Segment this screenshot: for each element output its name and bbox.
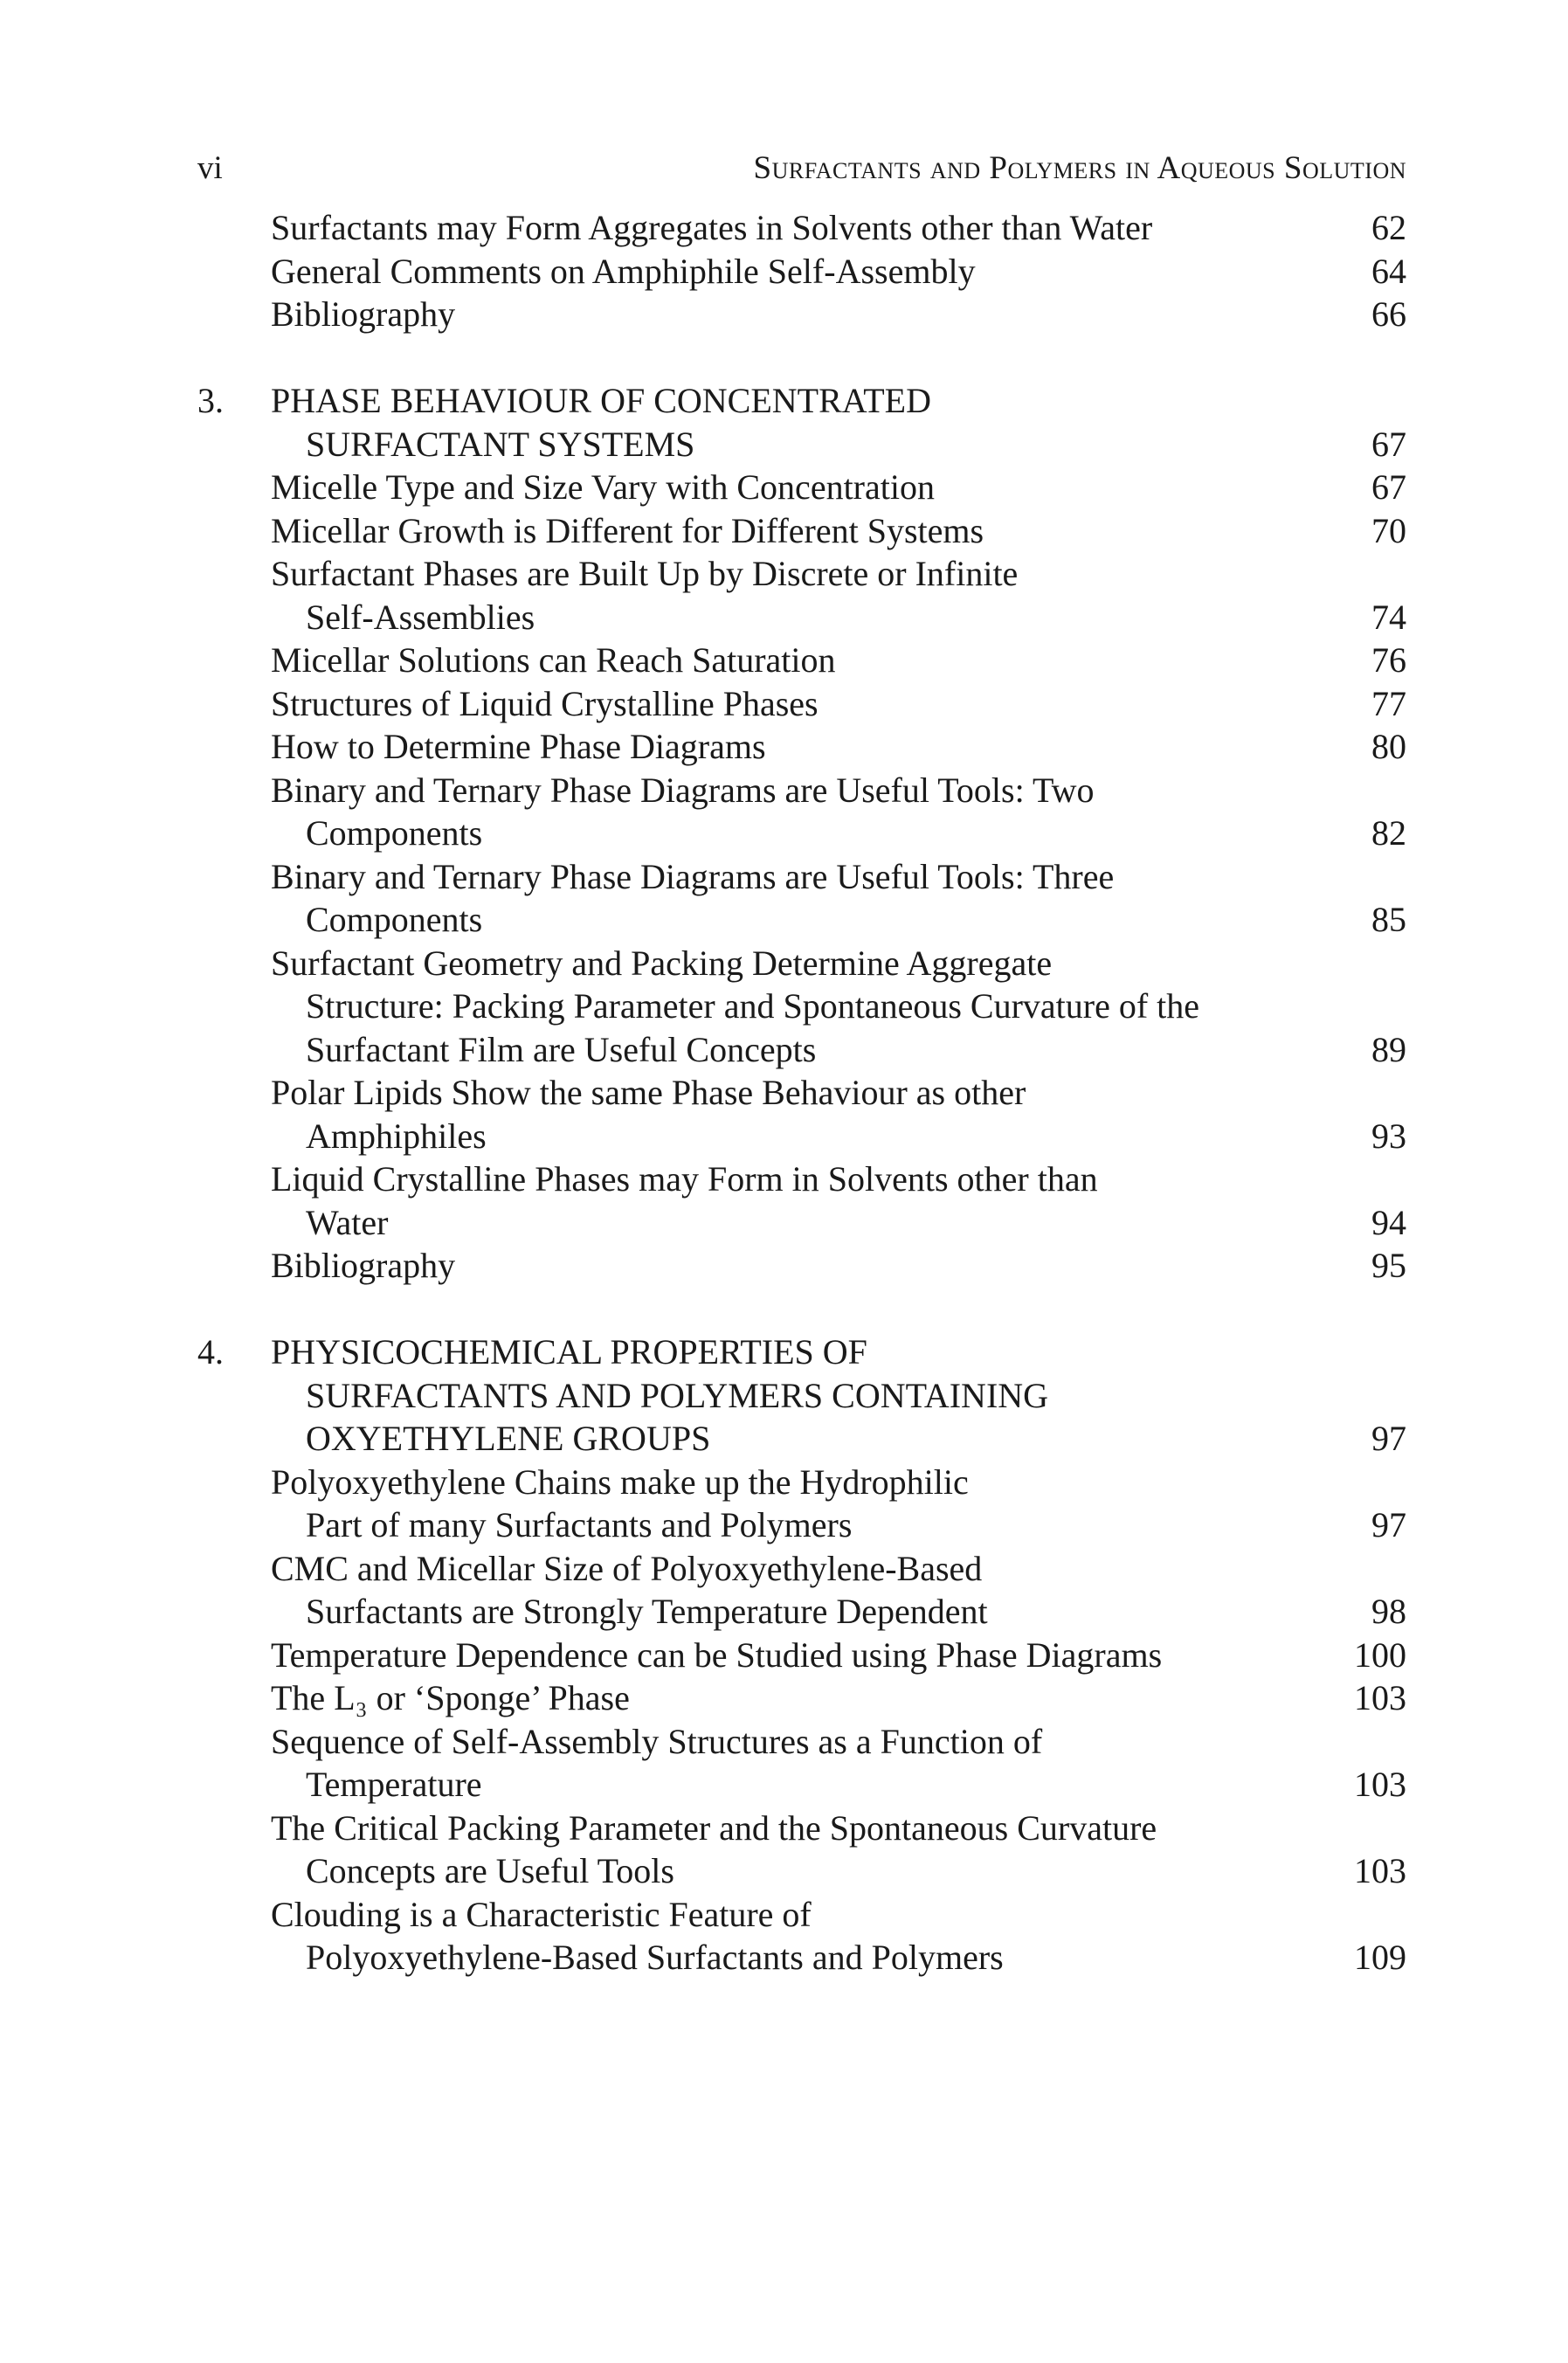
toc-entry-line: Surfactant Geometry and Packing Determine Aggregate <box>271 943 1053 983</box>
toc-entry <box>197 1720 1406 1807</box>
toc-entry <box>197 1071 1406 1157</box>
toc-page-number: 100 <box>1354 1634 1406 1675</box>
toc-entry-line: The L₃ or ‘Sponge’ Phase <box>271 1678 630 1717</box>
toc-entry <box>197 639 1406 682</box>
toc-page-number: 67 <box>1371 424 1406 464</box>
page-folio: vi <box>197 150 223 186</box>
toc-entry-line: SURFACTANT SYSTEMS <box>306 424 695 464</box>
toc-page-number: 64 <box>1371 251 1406 291</box>
toc-entry <box>197 1547 1406 1634</box>
toc-chapter-title <box>197 1330 1406 1461</box>
toc-entry-line: Components <box>306 813 483 853</box>
table-of-contents <box>197 206 1406 1980</box>
toc-page-number: 82 <box>1371 813 1406 853</box>
toc-page-number: 77 <box>1371 683 1406 723</box>
toc-entry-line: Bibliography <box>271 294 456 334</box>
toc-page-number: 80 <box>1371 727 1406 766</box>
toc-entry-line: PHASE BEHAVIOUR OF CONCENTRATED <box>271 381 931 420</box>
toc-entry <box>197 1676 1406 1720</box>
toc-entry <box>197 1157 1406 1244</box>
toc-entry-line: Structures of Liquid Crystalline Phases <box>271 683 819 723</box>
toc-page-number: 62 <box>1371 208 1406 247</box>
toc-page-number: 74 <box>1371 597 1406 637</box>
toc-page-number: 85 <box>1371 900 1406 939</box>
toc-entry <box>197 682 1406 726</box>
toc-entry-line: Sequence of Self-Assembly Structures as a Function of <box>271 1721 1043 1761</box>
toc-entry-line: Polyoxyethylene-Based Surfactants and Polymers <box>306 1938 1004 1977</box>
toc-entry <box>197 293 1406 336</box>
toc-entry-line: Structure: Packing Parameter and Spontaneous Curvature of the <box>306 986 1200 1026</box>
toc-page-number: 103 <box>1354 1765 1406 1804</box>
toc-entry <box>197 206 1406 250</box>
toc-entry-line: Binary and Ternary Phase Diagrams are Useful Tools: Two <box>271 770 1095 810</box>
toc-entry-line: PHYSICOCHEMICAL PROPERTIES OF <box>271 1332 867 1372</box>
toc-page-number: 67 <box>1371 467 1406 507</box>
toc-entry-line: How to Determine Phase Diagrams <box>271 727 766 766</box>
toc-section <box>197 1330 1406 1980</box>
toc-page-number: 89 <box>1371 1029 1406 1069</box>
toc-entry-line: Self-Assemblies <box>306 597 535 637</box>
toc-page-number: 103 <box>1354 1851 1406 1890</box>
toc-entry-line: Surfactants are Strongly Temperature Dependent <box>306 1592 988 1631</box>
toc-entry <box>197 1893 1406 1980</box>
toc-entry <box>197 250 1406 294</box>
toc-page-number: 98 <box>1371 1592 1406 1631</box>
toc-entry <box>197 552 1406 639</box>
toc-entry-line: Surfactant Phases are Built Up by Discrete or Infinite <box>271 554 1019 593</box>
toc-page-number: 93 <box>1371 1116 1406 1156</box>
toc-page-number: 97 <box>1371 1505 1406 1544</box>
toc-entry-line: Components <box>306 900 483 939</box>
chapter-number: 4. <box>197 1332 224 1372</box>
toc-entry-line: The Critical Packing Parameter and the Spontaneous Curvature <box>271 1807 1157 1848</box>
toc-entry <box>197 1807 1406 1893</box>
toc-entry-line: Liquid Crystalline Phases may Form in Solvents other than <box>271 1159 1098 1199</box>
toc-entry-line: OXYETHYLENE GROUPS <box>306 1419 711 1458</box>
toc-entry <box>197 769 1406 855</box>
toc-entry <box>197 1244 1406 1288</box>
toc-entry-line: Temperature <box>306 1765 482 1804</box>
toc-entry-line: Binary and Ternary Phase Diagrams are Useful Tools: Three <box>271 856 1115 896</box>
running-title: Surfactants and Polymers in Aqueous Solution <box>753 150 1406 186</box>
toc-entry <box>197 466 1406 509</box>
toc-entry-line: Amphiphiles <box>306 1116 487 1156</box>
toc-entry-line: Water <box>306 1202 389 1242</box>
toc-entry-line: Bibliography <box>271 1246 456 1285</box>
toc-entry-line: Polyoxyethylene Chains make up the Hydrophilic <box>271 1461 969 1502</box>
toc-entry <box>197 1461 1406 1547</box>
toc-entry-line: General Comments on Amphiphile Self-Assembly <box>271 251 976 291</box>
toc-entry-line: CMC and Micellar Size of Polyoxyethylene-Based <box>271 1548 983 1588</box>
toc-entry-line: Clouding is a Characteristic Feature of <box>271 1894 812 1934</box>
toc-page-number: 66 <box>1371 294 1406 334</box>
toc-entry <box>197 509 1406 553</box>
toc-entry-line: SURFACTANTS AND POLYMERS CONTAINING <box>306 1375 1049 1415</box>
toc-entry-line: Temperature Dependence can be Studied using Phase Diagrams <box>271 1634 1163 1675</box>
toc-entry <box>197 725 1406 769</box>
toc-entry <box>197 855 1406 942</box>
toc-page-number: 95 <box>1371 1246 1406 1285</box>
toc-entry-line: Micelle Type and Size Vary with Concentration <box>271 467 935 507</box>
toc-page-number: 76 <box>1371 640 1406 680</box>
toc-page-number: 70 <box>1371 510 1406 550</box>
toc-entry-line: Micellar Solutions can Reach Saturation <box>271 640 836 680</box>
toc-page-number: 103 <box>1354 1678 1406 1717</box>
toc-entry-line: Micellar Growth is Different for Different Systems <box>271 510 984 550</box>
page-header <box>197 147 1406 190</box>
toc-entry-line: Part of many Surfactants and Polymers <box>306 1505 853 1544</box>
toc-entry-line: Surfactants may Form Aggregates in Solvents other than Water <box>271 208 1153 247</box>
toc-entry <box>197 942 1406 1072</box>
toc-entry <box>197 1634 1406 1677</box>
toc-page-number: 97 <box>1371 1419 1406 1458</box>
toc-entry-line: Polar Lipids Show the same Phase Behaviour as other <box>271 1073 1026 1112</box>
toc-page-number: 109 <box>1354 1938 1406 1977</box>
toc-chapter-title <box>197 379 1406 466</box>
toc-entry-line: Concepts are Useful Tools <box>306 1851 674 1890</box>
toc-section <box>197 379 1406 1288</box>
toc-section <box>197 206 1406 336</box>
chapter-number: 3. <box>197 381 224 420</box>
toc-page-number: 94 <box>1371 1202 1406 1242</box>
toc-entry-line: Surfactant Film are Useful Concepts <box>306 1029 817 1069</box>
